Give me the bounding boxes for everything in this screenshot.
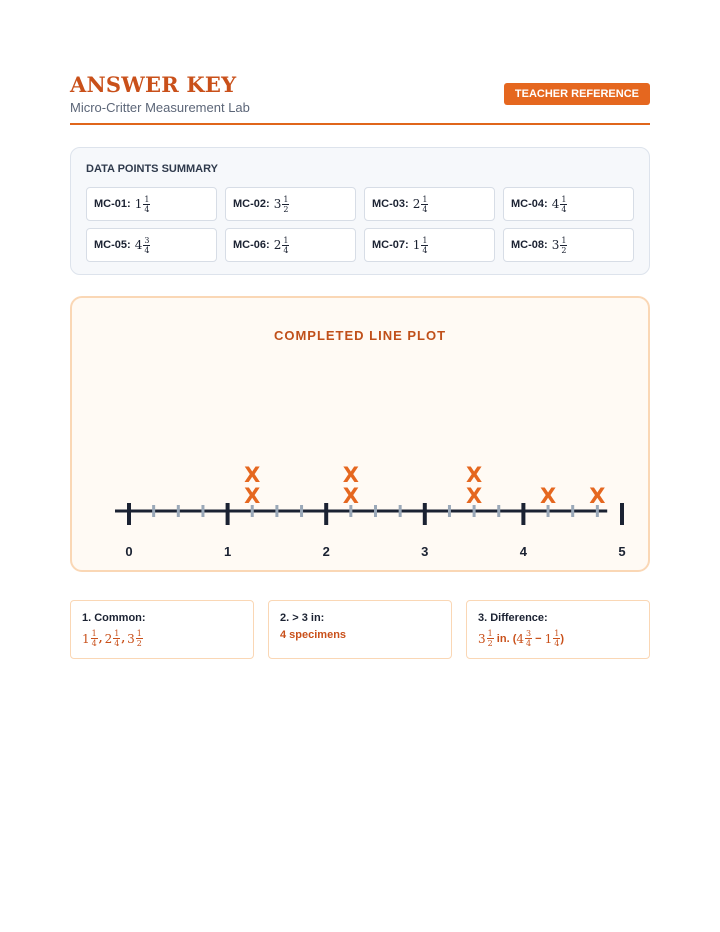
denominator: 4 <box>144 204 150 214</box>
fraction-part <box>113 629 120 648</box>
numerator: 1 <box>283 194 289 204</box>
line-plot-panel <box>70 296 650 572</box>
denominator: 2 <box>283 204 289 214</box>
data-point-card <box>86 228 217 262</box>
difference-result <box>478 629 494 648</box>
data-point-card <box>225 228 356 262</box>
tick-label: 5 <box>618 544 626 559</box>
fraction-part <box>421 236 428 255</box>
fraction-part <box>421 195 428 214</box>
data-point-id: MC-07 <box>372 239 406 251</box>
fraction-part <box>143 236 150 255</box>
whole-part: 2 <box>104 631 113 646</box>
data-point-card <box>503 228 634 262</box>
summary-title: DATA POINTS SUMMARY <box>86 163 218 175</box>
answer-card-difference <box>466 600 650 659</box>
answer-value-common <box>82 629 143 648</box>
denominator: 4 <box>526 639 532 648</box>
tick-label: 2 <box>322 544 330 559</box>
numerator: 1 <box>422 235 428 245</box>
denominator: 4 <box>561 204 567 214</box>
data-point-colon: : <box>544 198 548 210</box>
numerator: 1 <box>422 194 428 204</box>
data-points-summary <box>70 147 650 275</box>
tick-label: 3 <box>421 544 429 559</box>
whole-part: 4 <box>516 631 524 646</box>
data-point-id: MC-08 <box>511 239 545 251</box>
page-subtitle: Micro-Critter Measurement Lab <box>70 100 250 115</box>
fraction-part <box>282 195 289 214</box>
list-separator: , <box>98 632 103 645</box>
numerator: 1 <box>136 629 142 638</box>
answer-card-common <box>70 600 254 659</box>
numerator: 1 <box>487 629 493 638</box>
answer-label-difference: 3. Difference: <box>478 612 548 624</box>
tick-label: 1 <box>223 544 232 559</box>
data-point-value <box>413 195 429 214</box>
numerator: 1 <box>91 629 97 638</box>
data-point-colon: : <box>405 239 409 251</box>
fraction-part <box>136 629 143 648</box>
common-length <box>82 629 98 648</box>
answer-value-difference <box>478 629 564 648</box>
answer-label-greater-than-3: 2. > 3 in: <box>280 612 325 624</box>
data-point-value <box>135 195 151 214</box>
denominator: 2 <box>136 639 142 648</box>
common-length <box>105 629 121 648</box>
teacher-reference-badge: TEACHER REFERENCE <box>504 83 650 105</box>
whole-part: 1 <box>412 238 421 252</box>
line-plot <box>72 298 648 570</box>
denominator: 4 <box>422 204 428 214</box>
numerator: 1 <box>561 194 567 204</box>
fraction-part <box>525 629 532 648</box>
minus-sign: − <box>532 632 545 645</box>
data-point-colon: : <box>266 198 270 210</box>
fraction-part <box>91 629 98 648</box>
answer-value-greater-than-3: 4 specimens <box>280 629 347 641</box>
numerator: 1 <box>144 194 150 204</box>
numerator: 1 <box>114 629 120 638</box>
fraction-part <box>560 236 567 255</box>
whole-part: 4 <box>134 238 143 252</box>
data-point-card <box>503 187 634 221</box>
plot-x-mark: X <box>589 484 606 508</box>
close-paren: ) <box>560 632 565 645</box>
whole-part: 1 <box>134 197 143 211</box>
data-point-card <box>364 187 495 221</box>
data-point-colon: : <box>127 198 131 210</box>
data-point-colon: : <box>544 239 548 251</box>
fraction-part <box>487 629 494 648</box>
plot-x-mark: X <box>244 484 261 508</box>
denominator: 4 <box>114 639 120 648</box>
data-point-card <box>364 228 495 262</box>
data-point-id: MC-06 <box>233 239 267 251</box>
denominator: 4 <box>422 245 428 255</box>
numerator: 1 <box>283 235 289 245</box>
tick-label: 0 <box>125 544 133 559</box>
plot-x-mark: X <box>244 463 261 487</box>
common-length <box>127 629 143 648</box>
data-point-id: MC-03 <box>372 198 406 210</box>
denominator: 2 <box>561 245 567 255</box>
whole-part: 3 <box>273 197 282 211</box>
answer-label-common: 1. Common: <box>82 612 146 624</box>
numerator: 1 <box>561 235 567 245</box>
whole-part: 2 <box>412 197 421 211</box>
fraction-part <box>560 195 567 214</box>
tick-label: 4 <box>519 544 528 559</box>
denominator: 4 <box>283 245 289 255</box>
whole-part: 3 <box>551 238 560 252</box>
denominator: 4 <box>91 639 97 648</box>
data-point-card <box>225 187 356 221</box>
page-title: ANSWER KEY <box>70 72 237 97</box>
whole-part: 1 <box>544 631 553 646</box>
plot-x-mark: X <box>342 484 359 508</box>
fraction-part <box>143 195 150 214</box>
data-point-id: MC-04 <box>511 198 545 210</box>
open-paren: ( <box>512 632 517 645</box>
difference-unit: in. <box>493 632 513 645</box>
plot-x-mark: X <box>465 463 483 487</box>
subtrahend <box>545 629 561 648</box>
data-point-id: MC-02 <box>233 198 267 210</box>
data-point-colon: : <box>405 198 409 210</box>
plot-x-mark: X <box>465 484 483 508</box>
data-point-value <box>552 195 568 214</box>
plot-x-mark: X <box>539 484 557 508</box>
whole-part: 1 <box>82 631 90 646</box>
whole-part: 3 <box>127 631 135 646</box>
data-point-id: MC-01 <box>94 198 128 210</box>
data-point-value <box>552 236 568 255</box>
data-point-colon: : <box>127 239 131 251</box>
data-point-value <box>135 236 151 255</box>
plot-x-mark: X <box>342 463 359 487</box>
whole-part: 3 <box>478 631 486 646</box>
numerator: 3 <box>144 235 150 245</box>
numerator: 1 <box>554 629 560 638</box>
data-points-grid <box>86 187 636 262</box>
whole-part: 2 <box>273 238 282 252</box>
line-plot-title: COMPLETED LINE PLOT <box>273 328 447 343</box>
data-point-colon: : <box>266 239 270 251</box>
data-point-value <box>413 236 429 255</box>
whole-part: 4 <box>551 197 560 211</box>
minuend <box>516 629 532 648</box>
list-separator: , <box>121 632 126 645</box>
fraction-part <box>282 236 289 255</box>
data-point-card <box>86 187 217 221</box>
page-header <box>70 72 650 125</box>
denominator: 2 <box>487 639 493 648</box>
data-point-value <box>274 236 290 255</box>
fraction-part <box>553 629 560 648</box>
answer-card-greater-than-3 <box>268 600 452 659</box>
denominator: 4 <box>554 639 560 648</box>
denominator: 4 <box>144 245 150 255</box>
data-point-value <box>274 195 290 214</box>
numerator: 3 <box>526 629 532 638</box>
data-point-id: MC-05 <box>94 239 128 251</box>
